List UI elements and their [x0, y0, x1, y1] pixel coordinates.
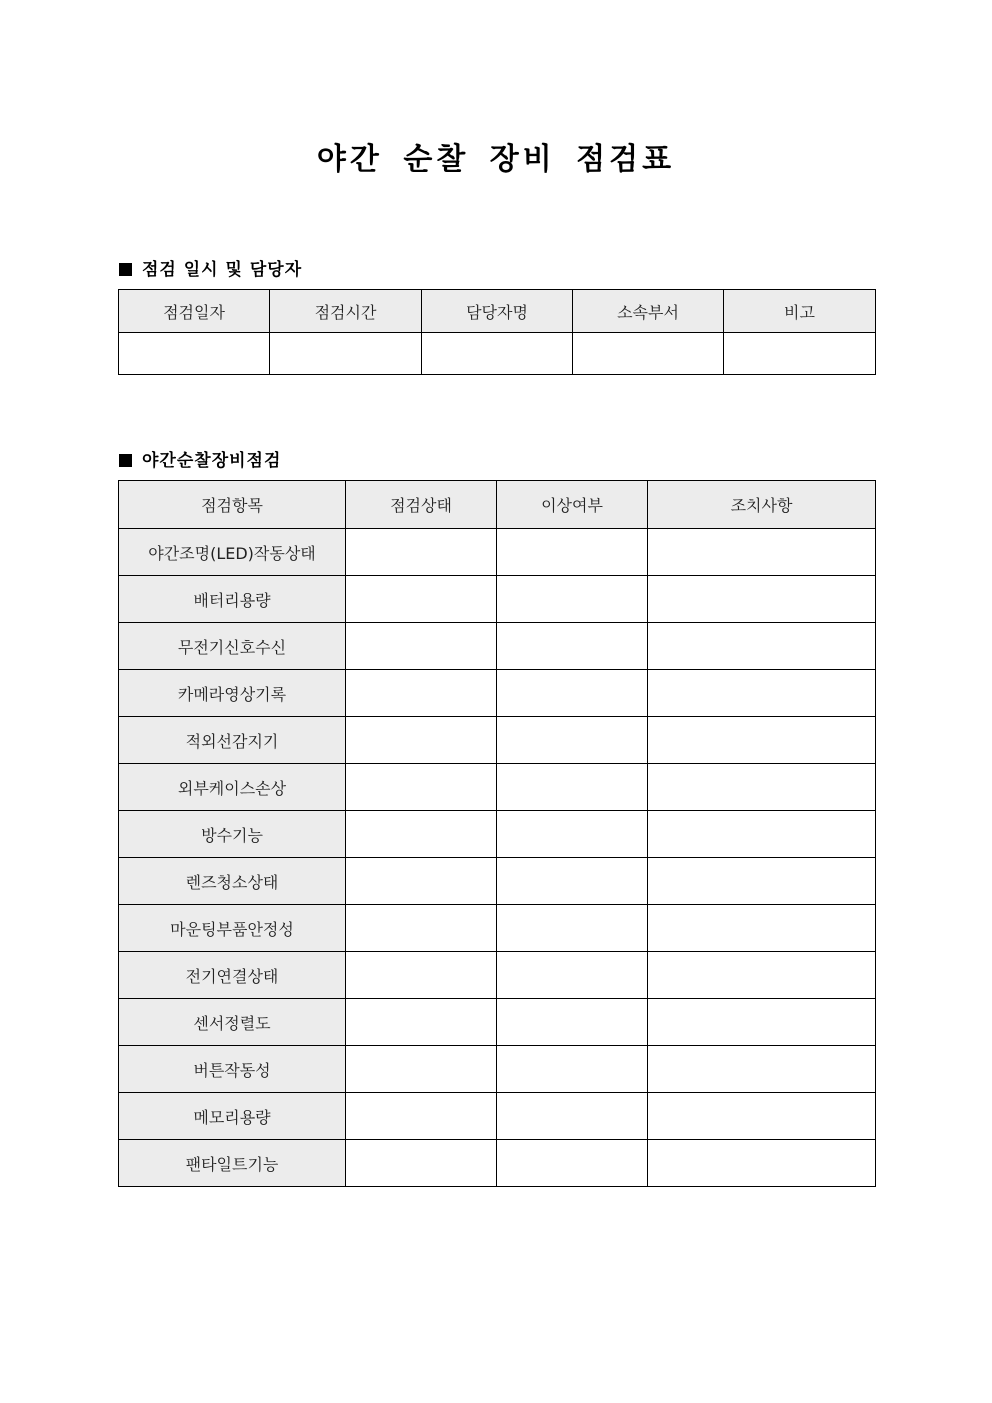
check-item-label: 배터리용량 — [119, 576, 346, 623]
abnormal-cell[interactable] — [497, 576, 648, 623]
check-item-label: 카메라영상기록 — [119, 670, 346, 717]
table-row — [119, 811, 876, 858]
table-row — [119, 576, 876, 623]
abnormal-cell[interactable] — [497, 999, 648, 1046]
check-item-label: 적외선감지기 — [119, 717, 346, 764]
action-cell[interactable] — [648, 1046, 876, 1093]
check-status-cell[interactable] — [346, 764, 497, 811]
inspection-date-cell[interactable] — [119, 333, 270, 375]
remarks-cell[interactable] — [724, 333, 876, 375]
action-cell[interactable] — [648, 529, 876, 576]
abnormal-cell[interactable] — [497, 952, 648, 999]
check-status-cell[interactable] — [346, 717, 497, 764]
document-title: 야간 순찰 장비 점검표 — [316, 142, 676, 177]
abnormal-cell[interactable] — [497, 1093, 648, 1140]
check-item-label: 렌즈청소상태 — [119, 858, 346, 905]
table-row — [119, 764, 876, 811]
table-row — [119, 1046, 876, 1093]
table-row — [119, 670, 876, 717]
table-row — [119, 623, 876, 670]
check-item-label: 외부케이스손상 — [119, 764, 346, 811]
check-item-label: 버튼작동성 — [119, 1046, 346, 1093]
table-row — [119, 1140, 876, 1187]
abnormal-cell[interactable] — [497, 717, 648, 764]
check-status-cell[interactable] — [346, 1093, 497, 1140]
column-header: 담당자명 — [422, 290, 573, 333]
abnormal-cell[interactable] — [497, 905, 648, 952]
check-status-cell[interactable] — [346, 670, 497, 717]
check-item-label: 무전기신호수신 — [119, 623, 346, 670]
abnormal-cell[interactable] — [497, 764, 648, 811]
abnormal-cell[interactable] — [497, 1046, 648, 1093]
abnormal-cell[interactable] — [497, 811, 648, 858]
table-row — [119, 529, 876, 576]
action-cell[interactable] — [648, 1093, 876, 1140]
action-cell[interactable] — [648, 858, 876, 905]
abnormal-cell[interactable] — [497, 623, 648, 670]
check-status-cell[interactable] — [346, 858, 497, 905]
check-status-cell[interactable] — [346, 999, 497, 1046]
abnormal-cell[interactable] — [497, 529, 648, 576]
action-cell[interactable] — [648, 623, 876, 670]
column-header: 소속부서 — [573, 290, 724, 333]
action-cell[interactable] — [648, 811, 876, 858]
action-cell[interactable] — [648, 670, 876, 717]
column-header: 조치사항 — [648, 481, 876, 529]
abnormal-cell[interactable] — [497, 1140, 648, 1187]
check-status-cell[interactable] — [346, 623, 497, 670]
inspection-time-cell[interactable] — [270, 333, 422, 375]
check-item-label: 마운팅부품안정성 — [119, 905, 346, 952]
table-row — [119, 999, 876, 1046]
check-status-cell[interactable] — [346, 1046, 497, 1093]
action-cell[interactable] — [648, 717, 876, 764]
table-row — [119, 858, 876, 905]
table-row — [119, 952, 876, 999]
check-item-label: 센서정렬도 — [119, 999, 346, 1046]
action-cell[interactable] — [648, 999, 876, 1046]
square-bullet-icon — [119, 263, 132, 276]
column-header: 점검시간 — [270, 290, 422, 333]
table-row — [119, 333, 876, 375]
inspection-info-table — [118, 289, 876, 375]
check-item-label: 방수기능 — [119, 811, 346, 858]
column-header: 점검일자 — [119, 290, 270, 333]
equipment-check-table — [118, 480, 876, 1187]
action-cell[interactable] — [648, 1140, 876, 1187]
check-status-cell[interactable] — [346, 1140, 497, 1187]
check-status-cell[interactable] — [346, 952, 497, 999]
action-cell[interactable] — [648, 952, 876, 999]
check-item-label: 전기연결상태 — [119, 952, 346, 999]
check-status-cell[interactable] — [346, 811, 497, 858]
section-heading-inspection-info — [119, 255, 302, 280]
abnormal-cell[interactable] — [497, 858, 648, 905]
table-header-row — [119, 481, 876, 529]
section-heading-equipment-check — [119, 446, 281, 471]
table-row — [119, 1093, 876, 1140]
check-item-label: 야간조명(LED)작동상태 — [119, 529, 346, 576]
check-status-cell[interactable] — [346, 529, 497, 576]
table-row — [119, 717, 876, 764]
check-item-label: 팬타일트기능 — [119, 1140, 346, 1187]
action-cell[interactable] — [648, 764, 876, 811]
column-header: 점검항목 — [119, 481, 346, 529]
section-heading-text: 점검 일시 및 담당자 — [142, 260, 303, 280]
column-header: 점검상태 — [346, 481, 497, 529]
square-bullet-icon — [119, 454, 132, 467]
column-header: 이상여부 — [497, 481, 648, 529]
column-header: 비고 — [724, 290, 876, 333]
table-row — [119, 905, 876, 952]
check-item-label: 메모리용량 — [119, 1093, 346, 1140]
inspector-name-cell[interactable] — [422, 333, 573, 375]
abnormal-cell[interactable] — [497, 670, 648, 717]
check-status-cell[interactable] — [346, 576, 497, 623]
department-cell[interactable] — [573, 333, 724, 375]
check-status-cell[interactable] — [346, 905, 497, 952]
section-heading-text: 야간순찰장비점검 — [142, 451, 282, 471]
action-cell[interactable] — [648, 905, 876, 952]
table-header-row — [119, 290, 876, 333]
action-cell[interactable] — [648, 576, 876, 623]
